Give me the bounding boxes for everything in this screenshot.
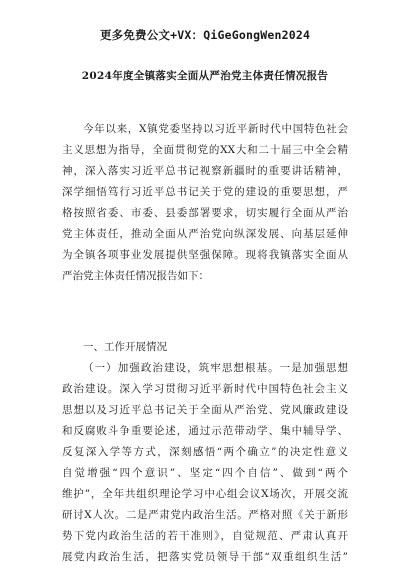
paragraph-line: 今年以来，X镇党委坚持以习近平新时代中国特色社会 xyxy=(83,123,348,135)
header-ad-text: 更多免费公文+VX：QiGeGongWen2024 xyxy=(99,28,311,42)
paragraph-line: 深学细悟笃行习近平总书记关于党的建设的重要思想，严 xyxy=(62,186,348,198)
paragraph-line: 反复深入学等方式，深刻感悟“两个确立”的决定性意义 xyxy=(62,446,348,458)
paragraph-line: 自觉增强“四个意识”、坚定“四个自信”、做到“两个 xyxy=(62,467,348,479)
paragraph-line: （一）加强政治建设，筑牢思想根基。一是加强思想 xyxy=(83,362,348,374)
paragraph-line: 主义思想为指导，全面贯彻党的XX大和二十届三中全会精 xyxy=(62,144,348,156)
paragraph-line: 势下党内政治生活的若干准则》，自觉规范、严肃认真开 xyxy=(62,530,348,542)
section-heading: 一、工作开展情况 xyxy=(83,341,167,353)
section-one-paragraph xyxy=(62,358,348,568)
paragraph-line: 思想以及习近平总书记关于全面从严治党、党风廉政建设 xyxy=(62,404,348,416)
paragraph-line: 政治建设。深入学习贯彻习近平新时代中国特色社会主义 xyxy=(62,383,348,395)
paragraph-line: 展党内政治生活，把落实党员领导干部“双重组织生活” xyxy=(62,551,348,563)
paragraph-line: 格按照省委、市委、县委部署要求，切实履行全面从严治 xyxy=(62,207,348,219)
paragraph-line: 神，深入落实习近平总书记视察新疆时的重要讲话精神， xyxy=(62,165,348,177)
paragraph-line: 维护”，全年共组织理论学习中心组会议X场次，开展交流 xyxy=(62,488,348,500)
paragraph-line: 严治党主体责任情况报告如下： xyxy=(62,270,209,282)
paragraph-line: 和反腐败斗争重要论述，通过示范带动学、集中辅导学、 xyxy=(62,425,348,437)
document-title: 2024年度全镇落实全面从严治党主体责任情况报告 xyxy=(81,70,329,82)
paragraph-line: 党主体责任，推动全面从严治党向纵深发展、向基层延伸 xyxy=(62,228,348,240)
paragraph-line: 研讨X人次。二是严肃党内政治生活。严格对照《关于新形 xyxy=(62,509,348,521)
paragraph-line: 为全镇各项事业发展提供坚强保障。现将我镇落实全面从 xyxy=(62,249,348,261)
intro-paragraph xyxy=(62,119,348,287)
